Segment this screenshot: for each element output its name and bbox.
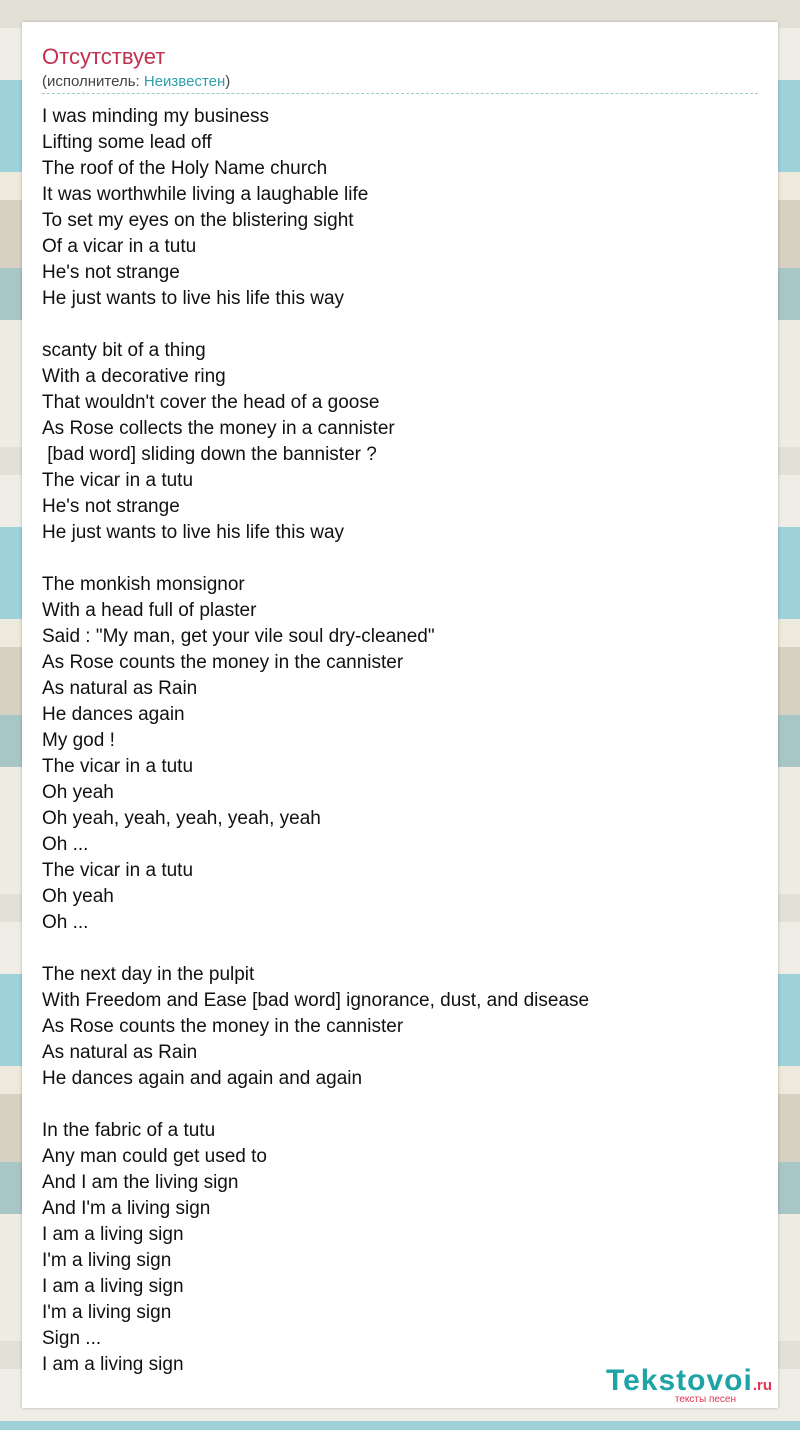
lyric-line: Oh ... — [42, 834, 89, 855]
lyric-line: I'm a living sign — [42, 1302, 172, 1323]
lyric-line: Oh yeah — [42, 782, 114, 803]
lyric-line: That wouldn't cover the head of a goose — [42, 392, 380, 413]
lyric-line: Said : "My man, get your vile soul dry-cleaned" — [42, 626, 435, 647]
lyric-line: Oh yeah — [42, 886, 114, 907]
lyric-line: As natural as Rain — [42, 1042, 198, 1063]
lyric-line: He dances again and again and again — [42, 1068, 363, 1089]
logo-tagline: тексты песен — [674, 1394, 736, 1405]
lyric-line — [42, 546, 589, 572]
lyric-line: He just wants to live his life this way — [42, 288, 345, 309]
lyric-line: The vicar in a tutu — [42, 756, 194, 777]
lyric-line: As Rose collects the money in a cannister — [42, 418, 395, 439]
lyric-line: [bad word] sliding down the bannister ? — [42, 444, 377, 465]
lyric-line: I am a living sign — [42, 1224, 184, 1245]
lyric-line: I am a living sign — [42, 1276, 184, 1297]
lyric-line: As Rose counts the money in the cannister — [42, 652, 404, 673]
artist-line — [42, 73, 230, 91]
lyric-line: As natural as Rain — [42, 678, 198, 699]
lyric-line: He dances again — [42, 704, 185, 725]
lyric-line: With a decorative ring — [42, 366, 226, 387]
lyric-line — [42, 936, 589, 962]
lyric-line — [42, 312, 589, 338]
lyric-line: In the fabric of a tutu — [42, 1120, 216, 1141]
lyrics-body — [42, 104, 589, 1378]
site-logo[interactable] — [562, 1365, 772, 1407]
lyric-line: The roof of the Holy Name church — [42, 158, 328, 179]
lyric-line: My god ! — [42, 730, 115, 751]
song-title: Отсутствует — [42, 44, 166, 69]
lyric-line: And I'm a living sign — [42, 1198, 211, 1219]
artist-suffix: ) — [225, 73, 231, 90]
lyric-line: And I am the living sign — [42, 1172, 239, 1193]
lyric-line: scanty bit of a thing — [42, 340, 206, 361]
lyrics-card — [22, 22, 778, 1408]
lyric-line: The vicar in a tutu — [42, 860, 194, 881]
lyric-line: He's not strange — [42, 262, 180, 283]
lyric-line: I was minding my business — [42, 106, 270, 127]
lyric-line: With Freedom and Ease [bad word] ignorance, dust, and disease — [42, 990, 590, 1011]
lyric-line: Lifting some lead off — [42, 132, 212, 153]
lyric-line: It was worthwhile living a laughable life — [42, 184, 369, 205]
logo-name: Tekstovoi — [606, 1364, 753, 1397]
lyric-line: Any man could get used to — [42, 1146, 267, 1167]
lyric-line: With a head full of plaster — [42, 600, 257, 621]
lyric-line: Oh ... — [42, 912, 89, 933]
lyric-line: Of a vicar in a tutu — [42, 236, 197, 257]
lyric-line: I am a living sign — [42, 1354, 184, 1375]
logo-domain: .ru — [752, 1377, 772, 1394]
artist-prefix: (исполнитель: — [42, 73, 144, 90]
lyric-line: I'm a living sign — [42, 1250, 172, 1271]
lyric-line: Oh yeah, yeah, yeah, yeah, yeah — [42, 808, 321, 829]
lyric-line: The next day in the pulpit — [42, 964, 255, 985]
lyric-line: As Rose counts the money in the cannister — [42, 1016, 404, 1037]
artist-link[interactable]: Неизвестен — [143, 73, 226, 90]
lyric-line: To set my eyes on the blistering sight — [42, 210, 354, 231]
lyric-line — [42, 1092, 589, 1118]
lyric-line: He just wants to live his life this way — [42, 522, 345, 543]
lyric-line: The vicar in a tutu — [42, 470, 194, 491]
title-divider — [42, 93, 758, 94]
lyric-line: The monkish monsignor — [42, 574, 245, 595]
lyric-line: He's not strange — [42, 496, 180, 517]
lyric-line: Sign ... — [42, 1328, 102, 1349]
